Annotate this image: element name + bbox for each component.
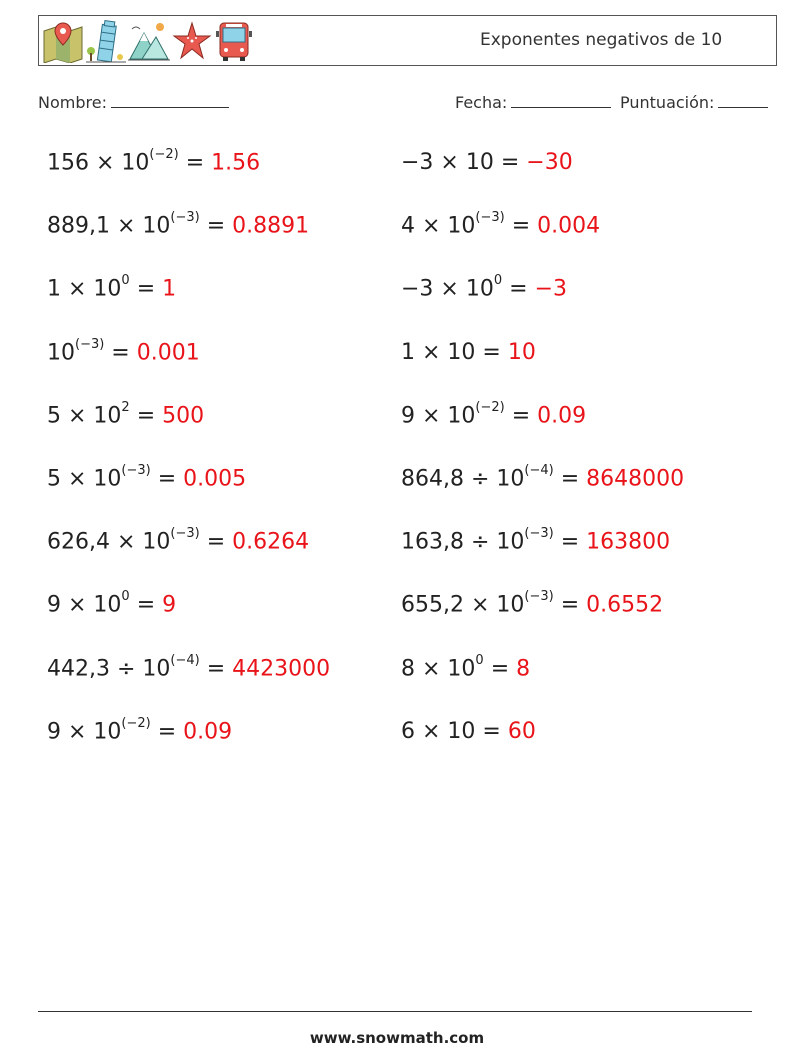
equals-sign: = (129, 276, 163, 302)
problem-item (401, 273, 567, 302)
worksheet-header (38, 15, 777, 66)
problem-answer: 0.001 (136, 339, 200, 365)
score-blank (718, 93, 768, 108)
score-label: Puntuación: (620, 93, 715, 112)
problem-expression: 626,4 × 10 (47, 529, 171, 555)
problem-answer: 0.6264 (232, 529, 310, 555)
problem-answer: 8648000 (586, 466, 685, 492)
problem-answer: 0.09 (183, 719, 233, 745)
problem-expression: 10 (47, 339, 75, 365)
header-icons (42, 19, 254, 63)
equals-sign: = (104, 339, 137, 365)
problem-answer: 9 (162, 592, 177, 618)
problem-item (47, 589, 177, 618)
leaning-tower-icon (86, 19, 126, 63)
equals-sign: = (553, 592, 587, 618)
date-blank (511, 93, 611, 108)
problem-exponent: (−3) (524, 526, 554, 542)
problem-item (47, 652, 331, 681)
problem-item (401, 150, 573, 175)
problem-item (401, 399, 587, 429)
problem-answer: 0.8891 (232, 213, 310, 239)
problem-item (401, 719, 536, 744)
problem-item (47, 273, 177, 302)
equals-sign: = (475, 718, 508, 744)
problem-answer: 1 (162, 276, 177, 302)
problem-expression: 8 × 10 (401, 655, 476, 681)
worksheet-title: Exponentes negativos de 10 (480, 30, 723, 50)
problem-exponent: (−3) (170, 210, 200, 226)
equals-sign: = (504, 403, 538, 429)
problem-expression: 442,3 ÷ 10 (47, 655, 171, 681)
problem-expression: 1 × 10 (47, 276, 122, 302)
map-icon (42, 19, 84, 63)
problem-exponent: (−3) (475, 210, 505, 226)
starfish-icon (172, 19, 212, 63)
problem-item (47, 336, 200, 365)
problem-expression: 156 × 10 (47, 150, 150, 176)
equals-sign: = (129, 592, 163, 618)
problem-expression: 1 × 10 (401, 339, 476, 365)
date-field (455, 93, 611, 112)
problem-expression: 9 × 10 (47, 719, 122, 745)
equals-sign: = (199, 529, 233, 555)
problem-item (401, 463, 685, 492)
problem-answer: −3 (534, 276, 567, 302)
equals-sign: = (504, 213, 538, 239)
equals-sign: = (553, 466, 587, 492)
problem-exponent: (−2) (121, 715, 151, 731)
problem-expression: 163,8 ÷ 10 (401, 529, 525, 555)
problem-expression: 5 × 10 (47, 403, 122, 429)
equals-sign: = (150, 719, 184, 745)
problem-expression: −3 × 10 (401, 150, 494, 175)
problem-answer: 10 (507, 339, 536, 365)
date-label: Fecha: (455, 93, 508, 112)
problem-exponent: (−3) (121, 463, 151, 478)
problem-exponent: (−4) (524, 463, 554, 478)
equals-sign: = (178, 150, 212, 176)
equals-sign: = (553, 529, 587, 555)
problem-expression: 655,2 × 10 (401, 592, 525, 618)
problem-answer: 4423000 (232, 655, 331, 681)
equals-sign: = (502, 276, 535, 302)
equals-sign: = (199, 655, 233, 681)
equals-sign: = (493, 150, 527, 175)
problem-exponent: (−2) (475, 399, 505, 415)
score-field (620, 93, 768, 112)
mountains-icon (128, 19, 170, 63)
problem-exponent: (−3) (170, 526, 200, 542)
problem-exponent: (−2) (149, 147, 179, 162)
problem-exponent: 0 (493, 273, 503, 289)
problem-item (47, 463, 247, 492)
equals-sign: = (483, 655, 517, 681)
problem-expression: 6 × 10 (401, 718, 476, 744)
name-blank (111, 93, 229, 108)
problem-item (401, 526, 671, 555)
name-field (38, 93, 229, 112)
problem-item (401, 340, 536, 365)
problem-expression: −3 × 10 (401, 276, 494, 302)
equals-sign: = (475, 339, 508, 365)
problem-expression: 9 × 10 (401, 403, 476, 429)
problem-answer: 0.6552 (586, 592, 664, 618)
footer-url: www.snowmath.com (309, 1029, 485, 1047)
problem-answer: 0.005 (183, 466, 247, 492)
problem-item (47, 210, 310, 239)
problem-exponent: 0 (121, 273, 130, 289)
problem-exponent: (−3) (524, 589, 554, 605)
problem-item (47, 147, 261, 176)
problem-expression: 9 × 10 (47, 592, 122, 618)
problem-answer: 0.004 (537, 213, 601, 239)
footer-divider (38, 1011, 752, 1012)
problem-item (401, 652, 531, 681)
name-label: Nombre: (38, 93, 107, 112)
equals-sign: = (129, 403, 163, 429)
problem-exponent: 0 (475, 652, 484, 668)
problem-exponent: (−3) (75, 336, 105, 352)
problem-expression: 5 × 10 (47, 466, 122, 492)
problem-item (47, 715, 233, 745)
problem-exponent: 2 (121, 399, 130, 415)
problem-expression: 889,1 × 10 (47, 213, 171, 239)
equals-sign: = (150, 466, 184, 492)
bus-icon (214, 19, 254, 63)
problem-item (47, 526, 310, 555)
problem-answer: 163800 (586, 529, 671, 555)
problem-exponent: 0 (121, 589, 130, 605)
equals-sign: = (199, 213, 233, 239)
problem-item (47, 399, 205, 429)
problem-answer: 60 (507, 718, 536, 744)
problem-answer: 1.56 (211, 150, 261, 176)
problem-expression: 864,8 ÷ 10 (401, 466, 525, 492)
problem-answer: −30 (526, 150, 573, 175)
problem-answer: 8 (516, 655, 531, 681)
problem-item (401, 210, 601, 239)
problem-item (401, 589, 664, 618)
problem-exponent: (−4) (170, 652, 200, 668)
problem-answer: 0.09 (537, 403, 587, 429)
problem-expression: 4 × 10 (401, 213, 476, 239)
problem-answer: 500 (162, 403, 205, 429)
